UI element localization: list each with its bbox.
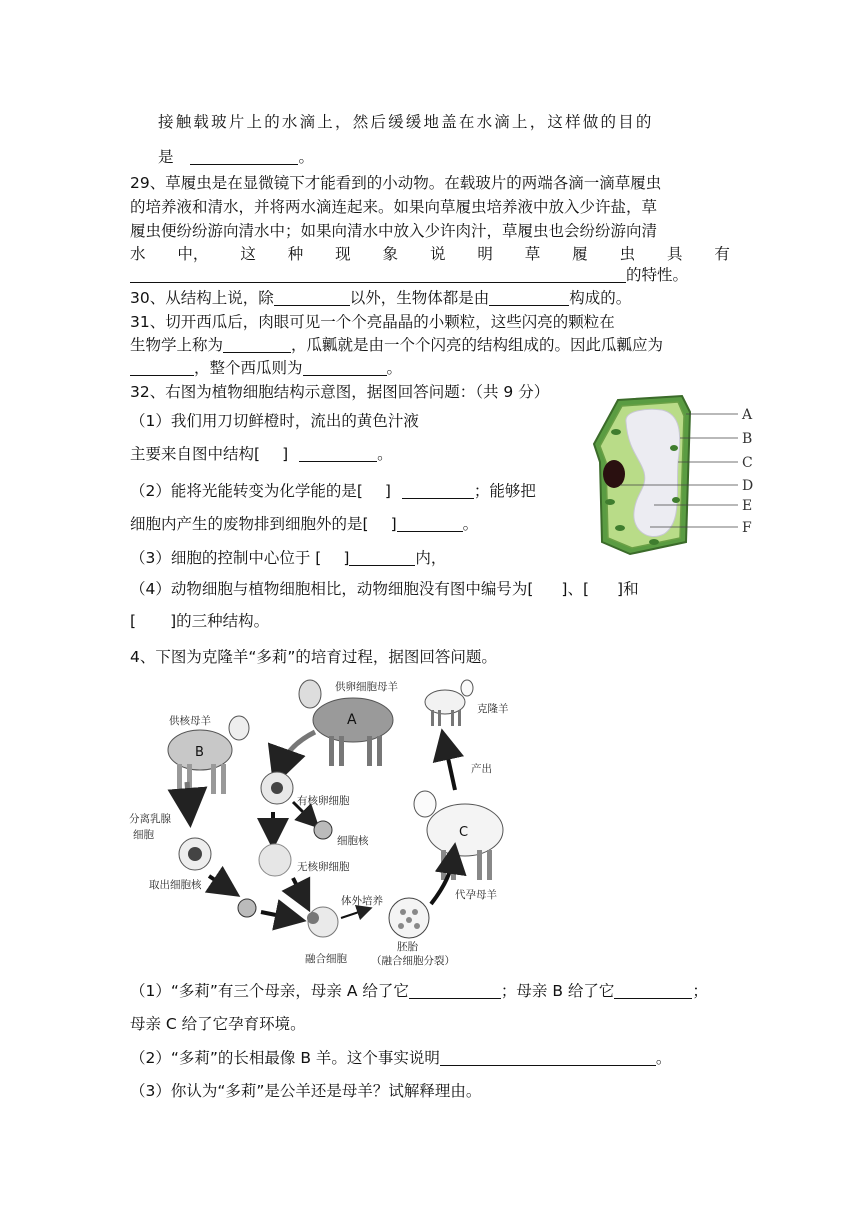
chloroplast (605, 499, 615, 505)
separate-label-1: 分离乳腺 (129, 813, 171, 825)
q32-text: ] (384, 482, 391, 500)
label-e: E (742, 498, 753, 514)
q30-text: 30、从结构上说，除 (130, 289, 274, 307)
q32-part2b (130, 513, 478, 535)
enucleated-egg-label: 无核卵细胞 (297, 861, 350, 873)
q29-word: 明 (477, 245, 493, 263)
q32-blank-2[interactable] (402, 481, 474, 499)
q32-text: 内， (415, 549, 447, 567)
q29-word: 现 (335, 245, 351, 263)
q29-word: 种 (287, 245, 304, 263)
clone-label: 克隆羊 (477, 703, 509, 715)
q29-word: 有 (714, 245, 730, 263)
q32-text: （2）能将光能转变为化学能的是[ (130, 482, 363, 500)
q32-text: （4）动物细胞与植物细胞相比，动物细胞没有图中编号为[ (130, 580, 534, 598)
q29-line2: 的培养液和清水，并将两水滴连起来。如果向草履虫培养液中放入少许盐，草 (130, 198, 658, 216)
embryo-note-label: （融合细胞分裂） (371, 955, 455, 967)
q4-text: （1）“多莉”有三个母亲，母亲 A 给了它 (130, 982, 409, 1000)
q32-text: ]的三种结构。 (170, 612, 270, 630)
q4-blank-1[interactable] (409, 981, 501, 999)
chloroplast (611, 429, 621, 435)
donor-egg-label: 供卵细胞母羊 (335, 681, 398, 693)
donor-nucleus-label: 供核母羊 (169, 715, 211, 727)
culture-label: 体外培养 (341, 895, 383, 907)
q32-blank-3[interactable] (397, 514, 463, 532)
chloroplast (615, 525, 625, 531)
chloroplast (672, 497, 680, 503)
q32-text: ；能够把 (473, 482, 536, 500)
q4-blank-2[interactable] (614, 981, 692, 999)
q32-blank-4[interactable] (349, 548, 415, 566)
fused-label: 融合细胞 (305, 953, 347, 965)
sheep-b (168, 716, 249, 794)
q4-blank-3[interactable] (440, 1048, 656, 1066)
enucleated-egg (259, 844, 291, 876)
q29-line5 (130, 264, 688, 286)
q28-answer-blank[interactable] (190, 147, 298, 165)
q31-line3 (130, 357, 402, 379)
q4-text: ；母亲 B 给了它 (500, 982, 615, 1000)
q28-label: 是 (158, 148, 174, 166)
q32-text: 细胞内产生的废物排到细胞外的是[ (130, 515, 369, 533)
q30-blank-2[interactable] (489, 288, 569, 306)
clone-sheep-diagram (125, 672, 525, 972)
label-d: D (742, 478, 754, 494)
q29-line4 (130, 243, 730, 265)
q32-part4a (130, 578, 639, 600)
separate-label-2: 细胞 (133, 829, 154, 841)
born-label: 产出 (471, 763, 492, 775)
q4-sub2 (130, 1047, 671, 1069)
q29-end: 的特性。 (626, 266, 689, 284)
q29-word: 水 (130, 245, 146, 263)
q4-sub3: （3）你认为“多莉”是公羊还是母羊？试解释理由。 (130, 1082, 482, 1100)
q29-line1: 29、草履虫是在显微镜下才能看到的小动物。在载玻片的两端各滴一滴草履虫 (130, 174, 662, 192)
q28-line2 (158, 146, 314, 168)
q29-word: 虫 (619, 245, 636, 263)
q4-text: 。 (655, 1049, 672, 1067)
q32-part3 (130, 547, 446, 569)
q29-answer-blank[interactable] (130, 265, 626, 283)
q32-part1b (130, 443, 393, 465)
q31-text: ，整个西瓜则为 (194, 359, 303, 377)
q30-line (130, 287, 631, 309)
clone-sheep (425, 680, 473, 726)
sheep-c-label: C (459, 825, 469, 840)
q32-title: 32、右图为植物细胞结构示意图，据图回答问题：（共 9 分） (130, 383, 550, 401)
q32-text: 。 (462, 515, 479, 533)
q4-text: （2）“多莉”的长相最像 B 羊。这个事实说明 (130, 1049, 440, 1067)
surrogate-label: 代孕母羊 (455, 889, 497, 901)
nucleus-label: 细胞核 (337, 835, 369, 847)
q31-blank-2[interactable] (130, 358, 194, 376)
q31-text: 生物学上称为 (130, 336, 224, 354)
chloroplast (649, 539, 659, 545)
q30-text: 以外，生物体都是由 (349, 289, 490, 307)
q32-text: ] (343, 549, 350, 567)
nucleus-cell (314, 821, 332, 839)
q31-blank-1[interactable] (223, 335, 291, 353)
q32-part2a (130, 480, 536, 502)
label-b: B (742, 431, 753, 447)
q29-word: 这 (240, 245, 256, 263)
q30-blank-1[interactable] (274, 288, 350, 306)
q4-sub1 (130, 980, 708, 1002)
q28-line1: 接触载玻片上的水滴上，然后缓缓地盖在水滴上，这样做的目的 (158, 113, 654, 131)
q32-part1a: （1）我们用刀切鲜橙时，流出的黄色汁液 (130, 412, 419, 430)
q32-text: 主要来自图中结构[ (130, 445, 261, 463)
q32-text: ]和 (617, 580, 639, 598)
nucleated-egg-label: 有核卵细胞 (297, 795, 350, 807)
q29-word: 象 (382, 245, 399, 263)
q31-text: 。 (386, 359, 403, 377)
q32-blank-1[interactable] (299, 444, 377, 462)
take-nucleus-label: 取出细胞核 (149, 879, 202, 891)
label-a: A (742, 407, 753, 423)
label-f: F (742, 520, 752, 536)
plant-cell-diagram (590, 392, 770, 562)
q29-word: 说 (429, 245, 446, 263)
q4-text: ； (692, 982, 708, 1000)
q29-word: 草 (524, 245, 541, 263)
q31-line2 (130, 334, 663, 356)
sheep-c (414, 791, 503, 880)
born-arrow (445, 744, 455, 790)
q32-text: ]、[ (561, 580, 590, 598)
q31-line1: 31、切开西瓜后，肉眼可见一个个亮晶晶的小颗粒，这些闪亮的颗粒在 (130, 313, 615, 331)
q29-word: 中， (177, 245, 209, 263)
q4-title: 4、下图为克隆羊“多莉”的培育过程，据图回答问题。 (130, 648, 497, 666)
embryo-label: 胚胎 (397, 941, 418, 953)
q29-word: 履 (572, 245, 588, 263)
q32-text: [ (130, 612, 137, 630)
q4-sub1b: 母亲 C 给了它孕育环境。 (130, 1015, 306, 1033)
sheep-b-label: B (195, 745, 204, 760)
nucleus (603, 460, 625, 488)
q31-blank-3[interactable] (303, 358, 387, 376)
q30-text: 构成的。 (569, 289, 632, 307)
q32-text: ] (390, 515, 397, 533)
chloroplast (670, 445, 678, 451)
q32-text: 。 (377, 445, 393, 463)
q29-line3: 履虫便纷纷游向清水中；如果向清水中放入少许肉汁，草履虫也会纷纷游向清 (130, 222, 658, 240)
q29-word: 具 (666, 245, 683, 263)
transferred-nucleus (238, 899, 256, 917)
q32-part4b (130, 610, 269, 632)
sheep-a-label: A (347, 712, 357, 728)
q31-text: ，瓜瓤就是由一个个闪亮的结构组成的。因此瓜瓤应为 (291, 336, 664, 354)
q28-end: 。 (298, 148, 314, 166)
label-c: C (742, 455, 753, 471)
q32-text: ] (282, 445, 289, 463)
q32-text: （3）细胞的控制中心位于 [ (130, 549, 322, 567)
